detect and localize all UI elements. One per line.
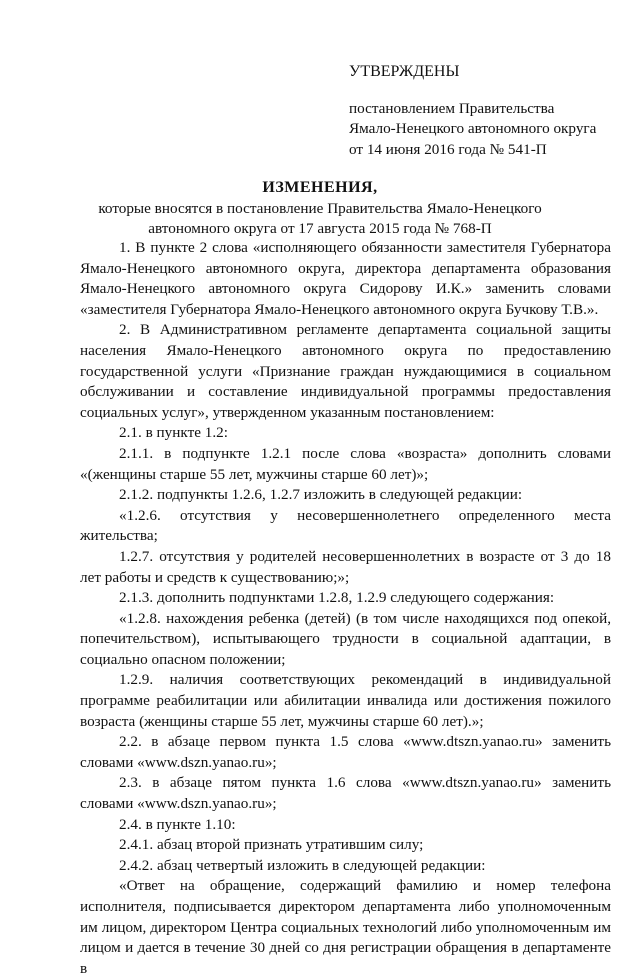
paragraph-item-2-2: 2.2. в абзаце первом пункта 1.5 слова «www.dtszn.yanao.ru» заменить словами «www.dszn.yanao.ru»; <box>80 733 611 771</box>
paragraph-item-2-4-1: 2.4.1. абзац второй признать утратившим силу; <box>119 836 424 854</box>
paragraph-item-1-2-8: «1.2.8. нахождения ребенка (детей) (в том числе находящихся под опекой, попечительством), испытывающего трудности в социальной адаптации, в социально опасном положении; <box>80 609 611 668</box>
document-body <box>80 238 611 979</box>
paragraph-quote-response: «Ответ на обращение, содержащий фамилию и номер телефона исполнителя, подписывается директором департамента либо уполномоченным им лицом, директором Центра социальных технологий либо уполномоченным им лицом и дается в течение 30 дней со дня регистрации обращения в департаменте в <box>80 877 611 977</box>
paragraph-item-1-2-7: 1.2.7. отсутствия у родителей несовершеннолетних в возрасте от 3 до 18 лет работы и средств к существованию;»; <box>80 547 611 586</box>
approval-line: Ямало-Ненецкого автономного округа <box>349 120 597 138</box>
document-subtitle-line: которые вносятся в постановление Правительства Ямало-Ненецкого <box>98 199 542 217</box>
paragraph-item-1: 1. В пункте 2 слова «исполняющего обязанности заместителя Губернатора Ямало-Ненецкого автономного округа, директора департамента образования Ямало-Ненецкого автономного округа Сидорову И.К.» заменить словами «заместителя Губернатора Ямало-Ненецкого автономного округа Бучкову Т.В.». <box>80 239 611 318</box>
paragraph-item-2-1-2: 2.1.2. подпункты 1.2.6, 1.2.7 изложить в следующей редакции: <box>119 486 523 504</box>
paragraph-item-2-1-3: 2.1.3. дополнить подпунктами 1.2.8, 1.2.9 следующего содержания: <box>119 589 555 607</box>
paragraph-item-1-2-6: «1.2.6. отсутствия у несовершеннолетнего определенного места жительства; <box>80 506 611 545</box>
document-subtitle-line: автономного округа от 17 августа 2015 года № 768-П <box>148 220 492 238</box>
paragraph-item-2: 2. В Административном регламенте департамента социальной защиты населения Ямало-Ненецкого автономного округа по предоставлению государственной услуги «Признание граждан нуждающимися в социальном обслуживании и составление индивидуальной программы предоставления социальных услуг», утвержденном указанным постановлением: <box>80 321 611 421</box>
approval-line: от 14 июня 2016 года № 541-П <box>349 140 547 158</box>
approval-stamp <box>349 62 619 160</box>
approval-heading: УТВЕРЖДЕНЫ <box>349 63 460 80</box>
document-title: ИЗМЕНЕНИЯ, <box>262 179 378 196</box>
paragraph-item-2-1-1: 2.1.1. в подпункте 1.2.1 после слова «возраста» дополнить словами «(женщины старше 55 лет, мужчины старше 60 лет)»; <box>80 444 611 483</box>
document-title-block <box>0 178 640 240</box>
paragraph-item-2-3: 2.3. в абзаце пятом пункта 1.6 слова «www.dtszn.yanao.ru» заменить словами «www.dszn.yanao.ru»; <box>80 774 611 813</box>
paragraph-item-1-2-9: 1.2.9. наличия соответствующих рекомендаций в индивидуальной программе реабилитации или абилитации инвалида или достижения пожилого возраста (женщины старше 55 лет, мужчины старше 60 лет).»; <box>80 671 611 730</box>
paragraph-item-2-4-2: 2.4.2. абзац четвертый изложить в следующей редакции: <box>119 856 486 874</box>
approval-line: постановлением Правительства <box>349 99 555 117</box>
paragraph-item-2-4: 2.4. в пункте 1.10: <box>119 815 236 833</box>
paragraph-item-2-1: 2.1. в пункте 1.2: <box>119 424 228 442</box>
